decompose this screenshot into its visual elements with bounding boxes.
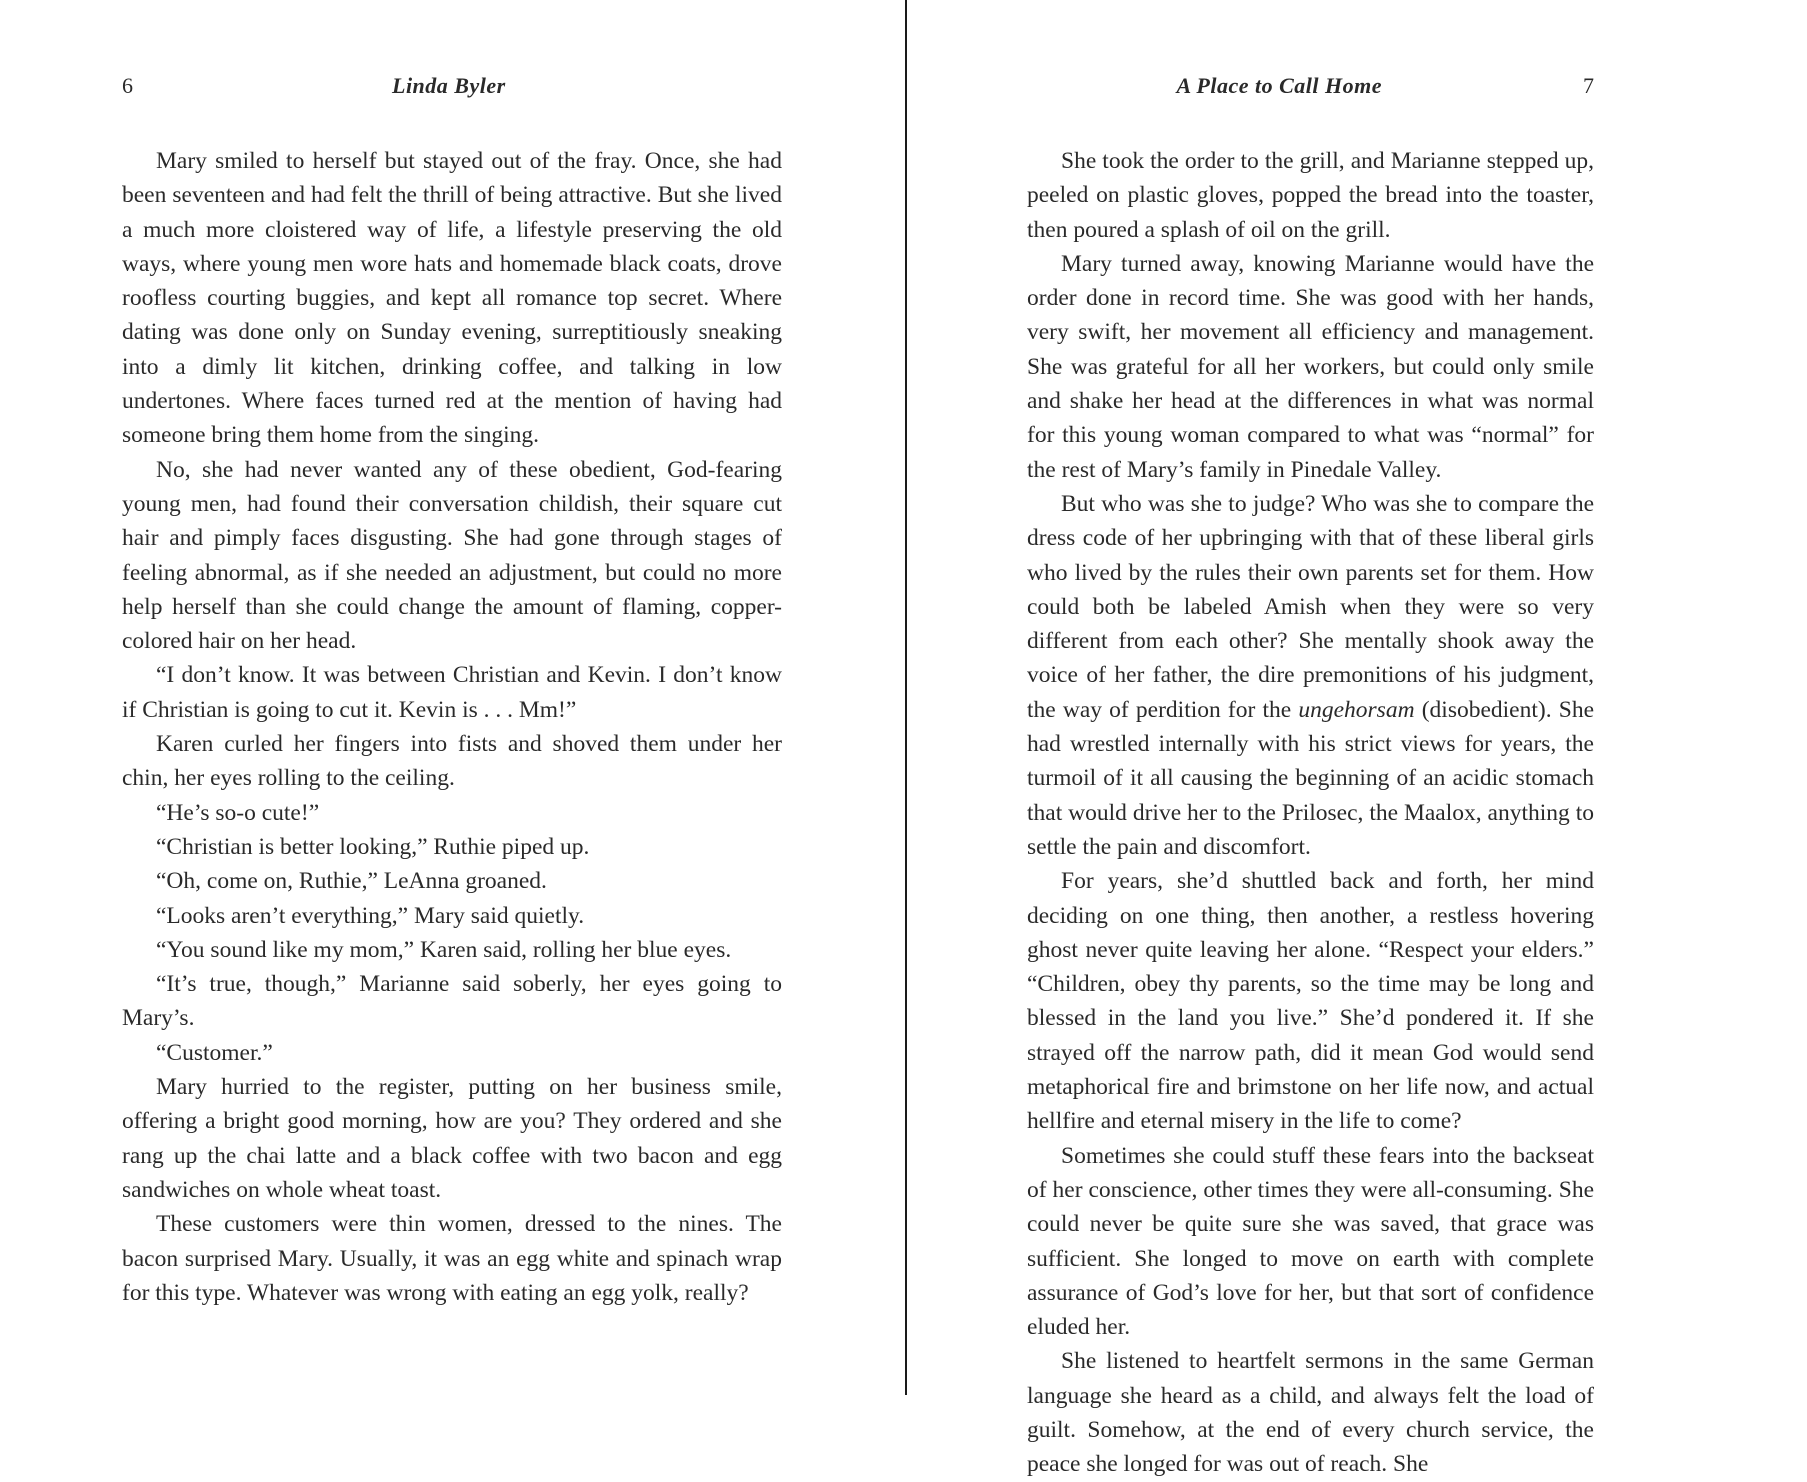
left-page bbox=[0, 0, 905, 1395]
paragraph: Mary turned away, knowing Marianne would have the order done in record time. She was good with her hands, very swift, her movement all efficiency and management. She was grateful for all her workers, but could only smile and shake her head at the differences in what was normal for this young woman compared to what was “normal” for the rest of Mary’s family in Pinedale Valley. bbox=[1027, 250, 1594, 483]
paragraph: She took the order to the grill, and Marianne stepped up, peeled on plastic gloves, popped the bread into the toaster, then poured a splash of oil on the grill. bbox=[1027, 148, 1594, 243]
paragraph: No, she had never wanted any of these obedient, God-fearing young men, had found their conversation childish, their square cut hair and pimply faces disgusting. She had gone through stages of feeling abnormal, as if she needed an adjustment, but could no more help herself than she could change the amount of flaming, copper-colored hair on her head. bbox=[122, 456, 782, 655]
paragraph: Karen curled her fingers into fists and shoved them under her chin, her eyes rolling to the ceiling. bbox=[122, 731, 782, 792]
paragraph-text: But who was she to judge? Who was she to compare the dress code of her upbringing with that of these liberal girls who lived by the rules their own parents set for them. How could both be labeled Amish when they were so very different from each other? She mentally shook away the voice of her father, the dire premonitions of his judgment, the way of perdition for the bbox=[1027, 490, 1594, 723]
left-page-header bbox=[122, 70, 782, 102]
paragraph: “Christian is better looking,” Ruthie piped up. bbox=[156, 833, 590, 860]
paragraph-text: (disobedient). She had wrestled internally with his strict views for years, the turmoil of it all causing the beginning of an acidic stomach that would drive her to the Prilosec, the Maalox, anything to settle the pain and discomfort. bbox=[1027, 696, 1595, 860]
paragraph: “I don’t know. It was between Christian and Kevin. I don’t know if Christian is going to cut it. Kevin is . . . Mm!” bbox=[122, 662, 782, 723]
paragraph: “He’s so-o cute!” bbox=[156, 799, 320, 826]
paragraph: These customers were thin women, dressed to the nines. The bacon surprised Mary. Usually, it was an egg white and spinach wrap for this type. Whatever was wrong with eating an egg yolk, really? bbox=[122, 1211, 782, 1306]
paragraph: “It’s true, though,” Marianne said soberly, her eyes going to Mary’s. bbox=[122, 971, 782, 1032]
right-page-header bbox=[1027, 70, 1594, 102]
paragraph: She listened to heartfelt sermons in the same German language she heard as a child, and always felt the load of guilt. Somehow, at the end of every church service, the peace she longed for was out of reach. She bbox=[1027, 1348, 1594, 1478]
paragraph: For years, she’d shuttled back and forth, her mind deciding on one thing, then another, a restless hovering ghost never quite leaving her alone. “Respect your elders.” “Children, obey thy parents, so the time may be long and blessed in the land you live.” She’d pondered it. If she strayed off the narrow path, did it mean God would send metaphorical fire and brimstone on her life now, and actual hellfire and eternal misery in the life to come? bbox=[1027, 868, 1594, 1135]
paragraph: Sometimes she could stuff these fears into the backseat of her conscience, other times they were all-consuming. She could never be quite sure she was saved, that grace was sufficient. She longed to move on earth with complete assurance of God’s love for her, but that sort of confidence eluded her. bbox=[1027, 1142, 1594, 1341]
right-page bbox=[907, 0, 1807, 1478]
left-page-body bbox=[122, 144, 782, 1310]
paragraph: “Looks aren’t everything,” Mary said quietly. bbox=[156, 902, 585, 929]
right-page-body bbox=[1027, 144, 1594, 1482]
italic-term: ungehorsam bbox=[1298, 696, 1415, 723]
running-head-author: Linda Byler bbox=[392, 73, 506, 98]
paragraph: “You sound like my mom,” Karen said, rolling her blue eyes. bbox=[156, 936, 732, 963]
page-number: 7 bbox=[1583, 73, 1594, 98]
paragraph bbox=[1027, 487, 1594, 864]
paragraph: Mary hurried to the register, putting on her business smile, offering a bright good morning, how are you? They ordered and she rang up the chai latte and a black coffee with two bacon and egg sandwiches on whole wheat toast. bbox=[122, 1074, 782, 1203]
running-head-title: A Place to Call Home bbox=[1176, 73, 1382, 98]
paragraph: Mary smiled to herself but stayed out of the fray. Once, she had been seventeen and had felt the thrill of being attractive. But she lived a much more cloistered way of life, a lifestyle preserving the old ways, where young men wore hats and homemade black coats, drove roofless courting buggies, and kept all romance top secret. Where dating was done only on Sunday evening, surreptitiously sneaking into a dimly lit kitchen, drinking coffee, and talking in low undertones. Where faces turned red at the mention of having had someone bring them home from the singing. bbox=[122, 148, 782, 449]
paragraph: “Oh, come on, Ruthie,” LeAnna groaned. bbox=[156, 868, 547, 895]
paragraph: “Customer.” bbox=[156, 1039, 273, 1066]
page-number: 6 bbox=[122, 73, 133, 98]
